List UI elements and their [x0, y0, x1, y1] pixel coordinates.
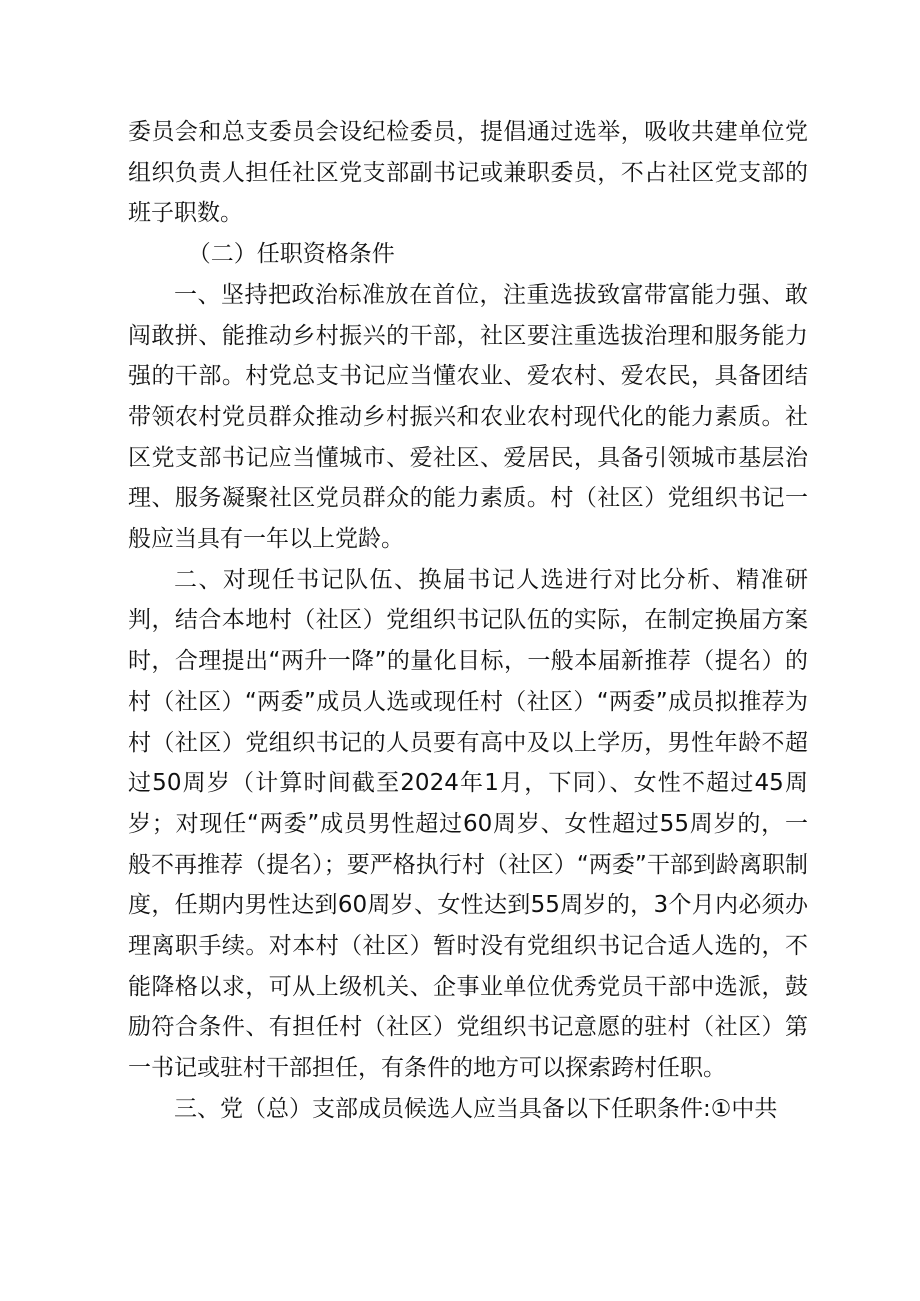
paragraph-item-2: 二、对现任书记队伍、换届书记人选进行对比分析、精准研判，结合本地村（社区）党组织书记队伍的实际，在制定换届方案时，合理提出“两升一降”的量化目标，一般本届新推荐（提名）的村（社区）“两委”成员人选或现任村（社区）“两委”成员拟推荐为村（社区）党组织书记的人员要有高中及以上学历，男性年龄不超过50周岁（计算时间截至2024年1月，下同）、女性不超过45周岁；对现任“两委”成员男性超过60周岁、女性超过55周岁的，一般不再推荐（提名）；要严格执行村（社区）“两委”干部到龄离职制度，任期内男性达到60周岁、女性达到55周岁的，3个月内必须办理离职手续。对本村（社区）暂时没有党组织书记合适人选的，不能降格以求，可从上级机关、企事业单位优秀党员干部中选派，鼓励符合条件、有担任村（社区）党组织书记意愿的驻村（社区）第一书记或驻村干部担任，有条件的地方可以探索跨村任职。: [128, 566, 808, 1082]
section-heading: （二）任职资格条件: [187, 241, 395, 268]
document-body: [128, 112, 808, 1130]
paragraph-item-1: 一、坚持把政治标准放在首位，注重选拔致富带富能力强、敢闯敢拼、能推动乡村振兴的干部，社区要注重选拔治理和服务能力强的干部。村党总支书记应当懂农业、爱农村、爱农民，具备团结带领农村党员群众推动乡村振兴和农业农村现代化的能力素质。社区党支部书记应当懂城市、爱社区、爱居民，具备引领城市基层治理、服务凝聚社区党员群众的能力素质。村（社区）党组织书记一般应当具有一年以上党龄。: [128, 281, 808, 553]
paragraph-item-3: 三、党（总）支部成员候选人应当具备以下任职条件:①中共: [174, 1095, 778, 1122]
paragraph-continuation: 委员会和总支委员会设纪检委员，提倡通过选举，吸收共建单位党组织负责人担任社区党支部副书记或兼职委员，不占社区党支部的班子职数。: [128, 119, 808, 227]
